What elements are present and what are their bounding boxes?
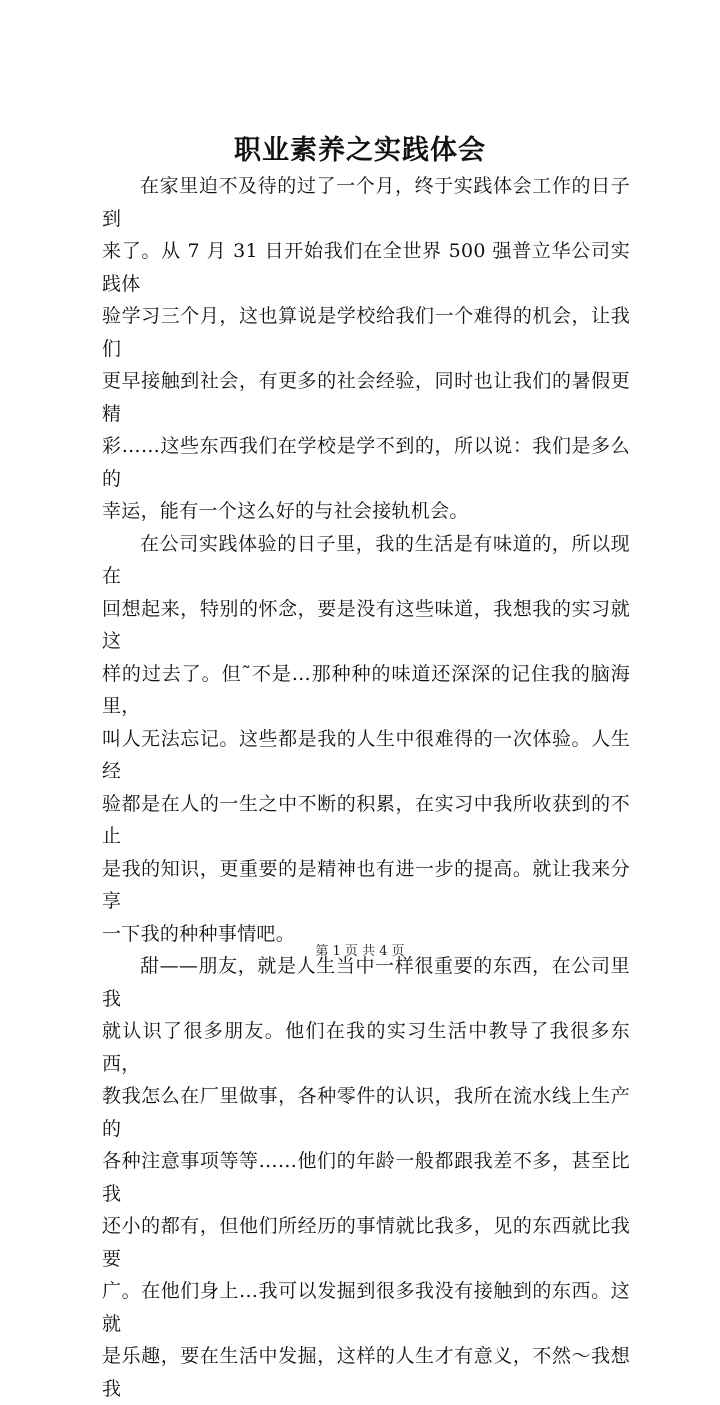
text-line: 就认识了很多朋友。他们在我的实习生活中教导了我很多东西， bbox=[102, 1020, 630, 1075]
text-line: 样的过去了。但˜不是…那种种的味道还深深的记住我的脑海里， bbox=[102, 662, 630, 717]
text-line: 幸运，能有一个这么好的与社会接轨机会。 bbox=[102, 500, 469, 522]
text-line: 一下我的种种事情吧。 bbox=[102, 922, 296, 945]
document-body bbox=[102, 170, 630, 1405]
paragraph-3 bbox=[102, 950, 630, 1405]
text-line: 叫人无法忘记。这些都是我的人生中很难得的一次体验。人生经 bbox=[102, 727, 630, 782]
text-line: 广。在他们身上…我可以发掘到很多我没有接触到的东西。这就 bbox=[102, 1280, 630, 1335]
text-line: 甜——朋友，就是人生当中一样很重要的东西，在公司里我 bbox=[102, 955, 630, 1010]
text-line: 是乐趣，要在生活中发掘，这样的人生才有意义，不然～我想我 bbox=[102, 1345, 630, 1400]
text-line: 验都是在人的一生之中不断的积累，在实习中我所收获到的不止 bbox=[102, 792, 630, 847]
paragraph-2 bbox=[102, 528, 630, 951]
page-footer: 第 1 页 共 4 页 bbox=[315, 944, 405, 959]
text-line: 是我的知识，更重要的是精神也有进一步的提高。就让我来分享 bbox=[102, 857, 630, 912]
text-line: 来了。从 7 月 31 日开始我们在全世界 500 强普立华公司实践体 bbox=[102, 240, 630, 295]
text-line: 彩……这些东西我们在学校是学不到的，所以说：我们是多么的 bbox=[102, 435, 630, 490]
text-line: 验学习三个月，这也算说是学校给我们一个难得的机会，让我们 bbox=[102, 305, 630, 360]
text-line: 各种注意事项等等……他们的年龄一般都跟我差不多，甚至比我 bbox=[102, 1150, 630, 1205]
text-line: 回想起来，特别的怀念，要是没有这些味道，我想我的实习就这 bbox=[102, 597, 630, 652]
paragraph-1 bbox=[102, 170, 630, 528]
text-line: 更早接触到社会，有更多的社会经验，同时也让我们的暑假更精 bbox=[102, 370, 630, 425]
text-line: 在公司实践体验的日子里，我的生活是有味道的，所以现在 bbox=[102, 532, 630, 587]
text-line: 在家里迫不及待的过了一个月，终于实践体会工作的日子到 bbox=[102, 175, 630, 230]
text-line: 教我怎么在厂里做事，各种零件的认识，我所在流水线上生产的 bbox=[102, 1085, 630, 1140]
document-title: 职业素养之实践体会 bbox=[234, 135, 486, 166]
text-line: 还小的都有，但他们所经历的事情就比我多，见的东西就比我要 bbox=[102, 1215, 630, 1270]
